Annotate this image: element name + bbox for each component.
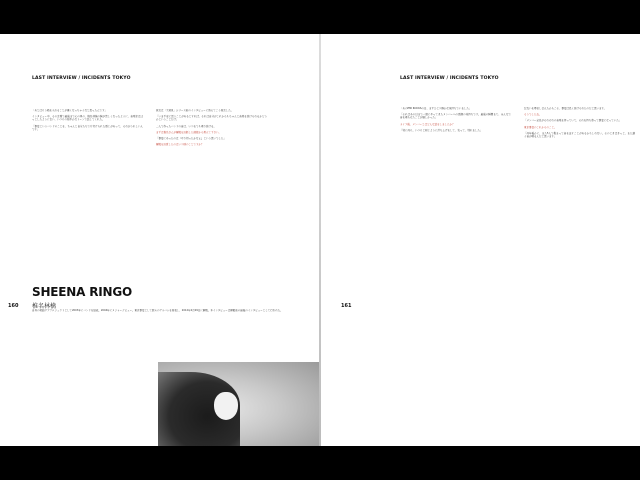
paragraph: お互いを尊重し合えたからこそ、事変は長く続けられたのだと思います。 — [524, 107, 607, 110]
interview-text-column — [400, 107, 511, 431]
paragraph: 「事変というバンドのことを、ちゃんと自分たちで片付けられた感じがあって、それがうれしいんです」 — [32, 124, 143, 131]
interview-question: まずは椎名さんが解散を決断した経緯から教えて下さい。 — [156, 130, 222, 134]
paragraph: 「あのEMI ROCKSの日、まずひとつ静かな気持ちでいました」 — [400, 107, 472, 110]
interview-question: 東京事変のこれからのこと。 — [524, 125, 557, 129]
running-head: LAST INTERVIEW / INCIDENTS TOKYO — [32, 76, 131, 81]
left-page — [0, 34, 319, 446]
page-number: 161 — [341, 303, 352, 309]
photo-face — [214, 392, 238, 420]
portrait-photo — [158, 362, 319, 446]
paragraph: インタビュー中、その言葉で最後まで心の奥の、椎名林檎の胸が苦しくなったように、音楽家はほっとしたように言い、いつもの穏やかなトーンで話してくれた。 — [32, 115, 143, 122]
interview-text-column — [156, 109, 267, 191]
paragraph: 「何年後かに、また5人で集まって音を出すことがあるかもしれない。そのときはきっと、また違う音が鳴るんだと思います」 — [524, 131, 635, 139]
interview-text-column — [524, 107, 635, 431]
running-head: LAST INTERVIEW / INCIDENTS TOKYO — [400, 76, 499, 81]
paragraph: 自身の楽曲サブプロジェクトとして2003年にバンドを結成。2004年にメジャーデビュー。東京事変として数々のアルバムを発表し、2012年2月29日に解散。本インタビューは解散前の最後のインタビューとして行われた。 — [32, 309, 283, 312]
interview-text-column — [32, 109, 143, 197]
paragraph: 「いま不安に思うことがあるとすれば、それは自分がこれからもちゃんと音楽を続けられるかどうかということだけ」 — [156, 115, 267, 122]
paragraph: 「特に何も。いつもと同じように打ち上げをして、笑って、別れました」 — [400, 128, 483, 132]
paragraph: 「事変にあったのは『やり切ったかなぁ』という思いでした」 — [156, 137, 226, 141]
right-page — [321, 34, 640, 446]
paragraph: 「それはあの日まで一緒にやってきたメンバーへの感謝の気持ちです。最後の瞬間まで、みんなで音を鳴らせたことが嬉しかった」 — [400, 113, 511, 120]
artist-bio — [32, 309, 299, 333]
interview-question: そうでしたね。 — [524, 113, 542, 117]
interview-question: ライブ後、メンバーとはどんな話をしましたか？ — [400, 122, 455, 126]
artist-name-japanese: 椎名林檎 — [32, 303, 57, 310]
paragraph: 「あとはもう箱を入れることが嫌くなっちゃうなと思ったんです」 — [32, 109, 108, 112]
interview-question: 解散を決意したのはいつ頃のことですか？ — [156, 143, 204, 147]
artist-name: SHEENA RINGO — [32, 285, 132, 299]
page-number: 160 — [8, 303, 19, 309]
paragraph: 二人で作ったバンドの音は、いつまでも鳴り続ける。 — [156, 124, 217, 128]
paragraph: 「メンバー全員がそれぞれの音楽を持っていて、それを持ち寄って事変になっていた」 — [524, 119, 622, 123]
paragraph: 彼女は「大発見」シリーズ前のインタビューに答えてこう発言した。 — [156, 109, 234, 112]
